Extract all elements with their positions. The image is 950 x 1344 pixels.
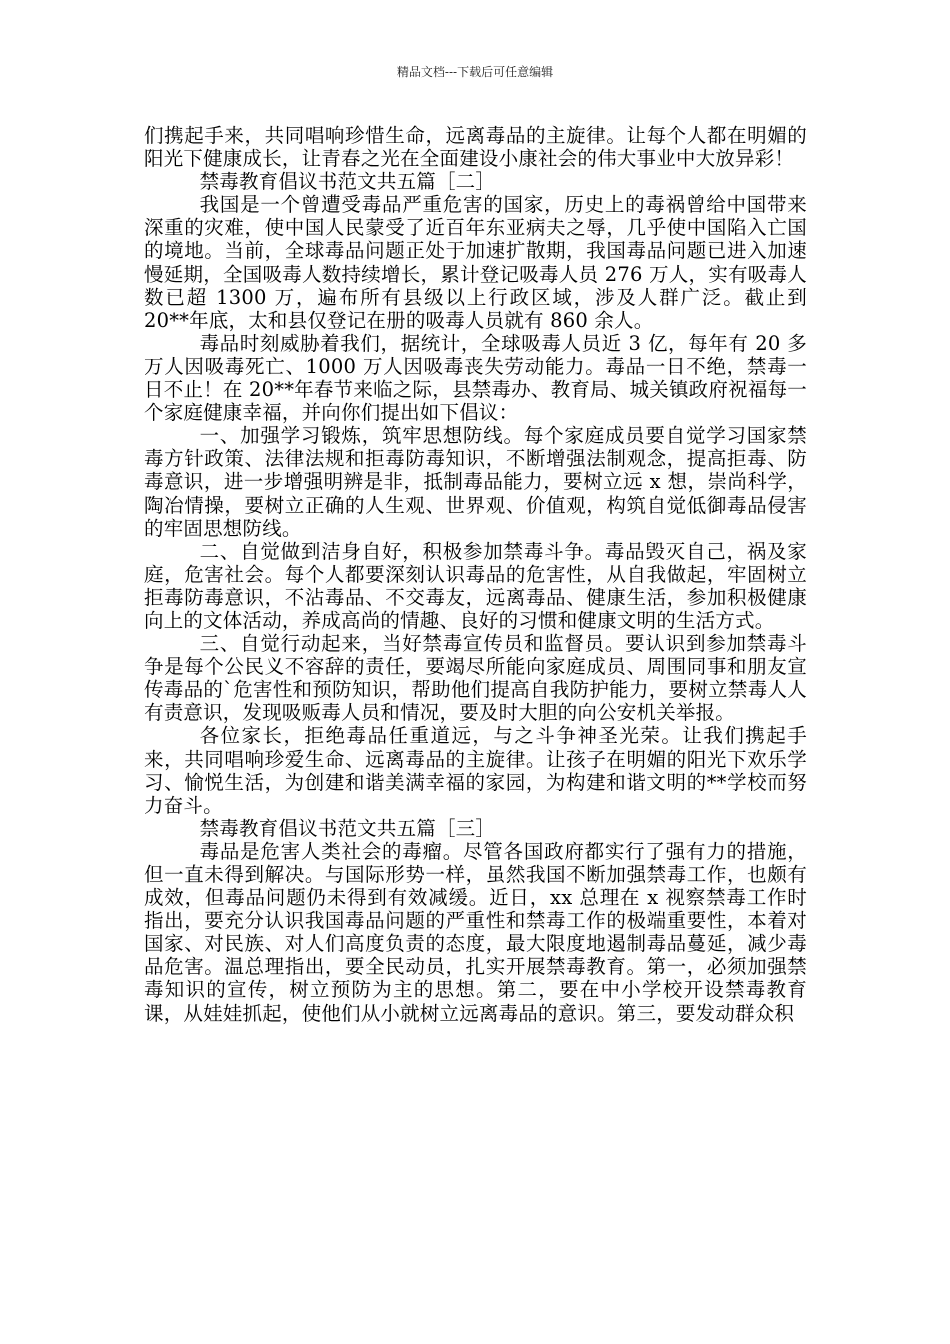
page-header: 精品文档---下载后可任意编辑 bbox=[396, 65, 554, 79]
paragraph-proposal-2: 二、自觉做到洁身自好，积极参加禁毒斗争。毒品毁灭自己，祸及家庭，危害社会。每个人都要深刻认识毒品的危害性，从自我做起，牢固树立拒毒防毒意识，不沾毒品、不交毒友，远离毒品、健康生活，参加积极健康向上的文体活动，养成高尚的情趣、良好的习惯和健康文明的生活方式。 bbox=[144, 539, 807, 632]
paragraph-proposal-1: 一、加强学习锻炼，筑牢思想防线。每个家庭成员要自觉学习国家禁毒方针政策、法律法规和拒毒防毒知识，不断增强法制观念，提高拒毒、防毒意识，进一步增强明辨是非，抵制毒品能力，要树立远 x 想，崇尚科学，陶冶情操，要树立正确的人生观、世界观、价值观，构筑自觉低御毒品侵害的牢固思想防线。 bbox=[144, 424, 807, 540]
paragraph-statistics: 毒品时刻威胁着我们，据统计，全球吸毒人员近 3 亿，每年有 20 多万人因吸毒死亡、1000 万人因吸毒丧失劳动能力。毒品一日不绝，禁毒一日不止！在 20**年春节来临之际，县禁毒办、教育局、城关镇政府祝福每一个家庭健康幸福，并向你们提出如下倡议： bbox=[144, 331, 807, 425]
document-body bbox=[144, 124, 807, 1025]
paragraph-continuation: 们携起手来，共同唱响珍惜生命，远离毒品的主旋律。让每个人都在明媚的阳光下健康成长，让青春之光在全面建设小康社会的伟大事业中大放异彩！ bbox=[144, 124, 807, 171]
paragraph-proposal-3: 三、自觉行动起来，当好禁毒宣传员和监督员。要认识到参加禁毒斗争是每个公民义不容辞的责任，要竭尽所能向家庭成员、周围同事和朋友宣传毒品的`危害性和预防知识，帮助他们提高自我防护能力，要树立禁毒人人有责意识，发现吸贩毒人员和情况，要及时大胆的向公安机关举报。 bbox=[144, 632, 807, 725]
section-heading-3: 禁毒教育倡议书范文共五篇［三］ bbox=[199, 816, 496, 840]
paragraph-drug-history: 我国是一个曾遭受毒品严重危害的国家，历史上的毒祸曾给中国带来深重的灾难，使中国人民蒙受了近百年东亚病夫之辱，几乎使中国陷入亡国的境地。当前，全球毒品问题正处于加速扩散期，我国毒品问题已进入加速慢延期，全国吸毒人数持续增长，累计登记吸毒人员 276 万人，实有吸毒人数已超 1300 万，遍布所有县级以上行政区域，涉及人群广泛。截止到 20**年底，太和县仅登记在册的吸毒人员就有 860 余人。 bbox=[144, 193, 807, 332]
paragraph-drug-tumor: 毒品是危害人类社会的毒瘤。尽管各国政府都实行了强有力的措施，但一直未得到解决。与国际形势一样，虽然我国不断加强禁毒工作，也颇有成效，但毒品问题仍未得到有效减缓。近日，xx 总理在 x 视察禁毒工作时指出，要充分认识我国毒品问题的严重性和禁毒工作的极端重要性，本着对国家、对民族、对人们高度负责的态度，最大限度地遏制毒品蔓延，减少毒品危害。温总理指出，要全民动员，扎实开展禁毒教育。第一，必须加强禁毒知识的宣传，树立预防为主的思想。第二，要在中小学校开设禁毒教育课，从娃娃抓起，使他们从小就树立远离毒品的意识。第三，要发动群众积 bbox=[144, 839, 807, 1025]
section-heading-2: 禁毒教育倡议书范文共五篇［二］ bbox=[199, 170, 496, 194]
paragraph-parents-appeal: 各位家长，拒绝毒品任重道远，与之斗争神圣光荣。让我们携起手来，共同唱响珍爱生命、远离毒品的主旋律。让孩子在明媚的阳光下欢乐学习、愉悦生活，为创建和谐美满幸福的家园，为构建和谐文明的**学校而努力奋斗。 bbox=[144, 724, 807, 817]
